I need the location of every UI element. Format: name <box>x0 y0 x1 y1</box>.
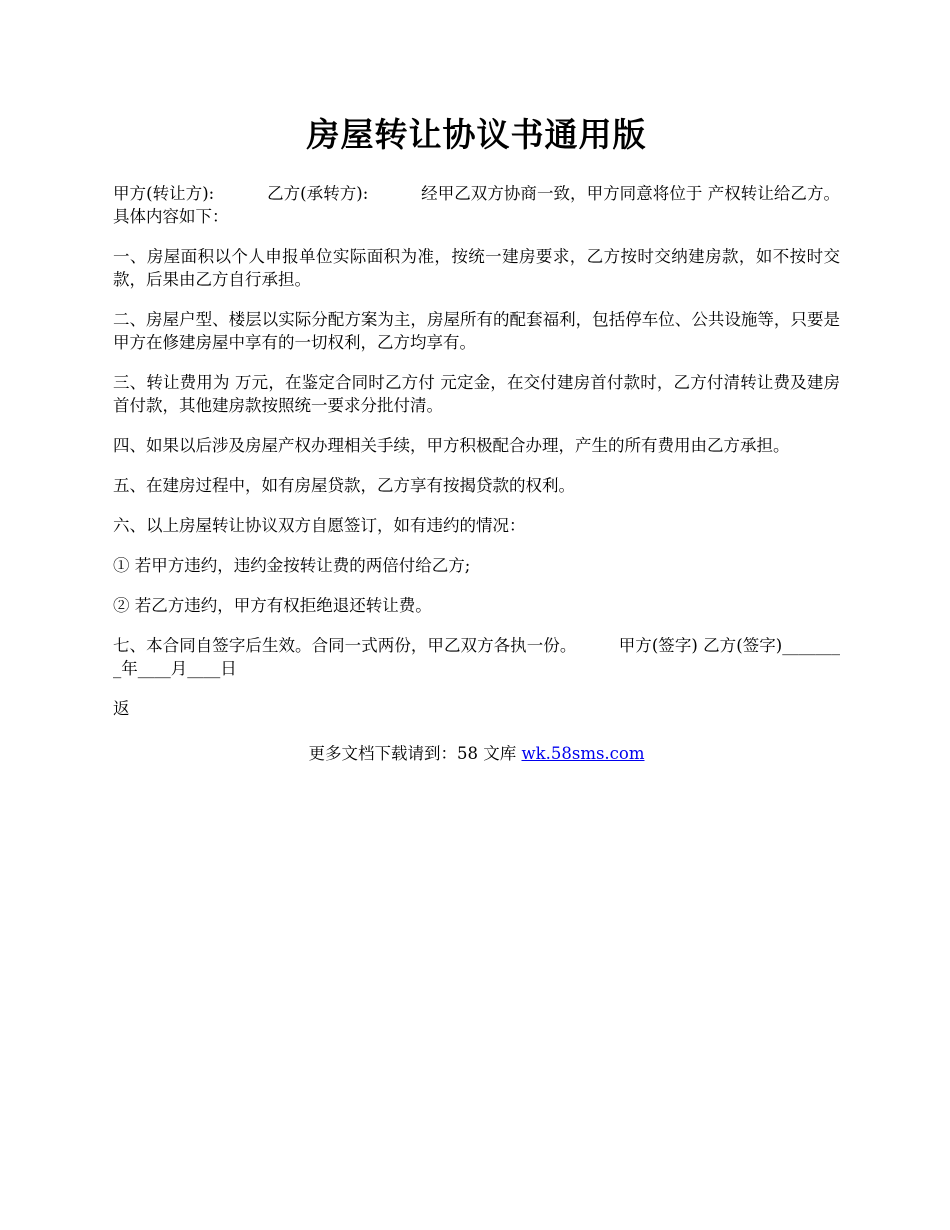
paragraph-clause-1: 一、房屋面积以个人申报单位实际面积为准，按统一建房要求，乙方按时交纳建房款，如不按时交款，后果由乙方自行承担。 <box>113 247 840 289</box>
paragraph-clause-4: 四、如果以后涉及房屋产权办理相关手续，甲方积极配合办理，产生的所有费用由乙方承担。 <box>113 436 790 455</box>
footer-link[interactable]: wk.58sms.com <box>521 744 645 763</box>
paragraph-clause-6: 六、以上房屋转让协议双方自愿签订，如有违约的情况： <box>113 516 526 535</box>
paragraph-clause-2: 二、房屋户型、楼层以实际分配方案为主，房屋所有的配套福利，包括停车位、公共设施等，只要是甲方在修建房屋中享有的一切权利，乙方均享有。 <box>113 310 840 352</box>
document-page <box>113 110 840 765</box>
paragraph-breach-party-a: ① 若甲方违约，违约金按转让费的两倍付给乙方; <box>113 556 471 575</box>
paragraph-clause-5: 五、在建房过程中，如有房屋贷款，乙方享有按揭贷款的权利。 <box>113 476 575 495</box>
paragraph-trailing: 返 <box>113 699 130 718</box>
paragraph-parties: 甲方(转让方): 乙方(承转方): 经甲乙双方协商一致，甲方同意将位于 产权转让给乙方。具体内容如下： <box>113 184 840 226</box>
footer-download-note <box>113 742 840 765</box>
paragraph-breach-party-b: ② 若乙方违约，甲方有权拒绝退还转让费。 <box>113 596 432 615</box>
footer-text: 更多文档下载请到：58 文库 <box>308 744 522 763</box>
paragraph-clause-3: 三、转让费用为 万元，在鉴定合同时乙方付 元定金，在交付建房首付款时，乙方付清转让费及建房首付款，其他建房款按照统一要求分批付清。 <box>113 373 840 415</box>
document-title: 房屋转让协议书通用版 <box>306 115 647 154</box>
paragraph-clause-7-signature: 七、本合同自签字后生效。合同一式两份，甲乙双方各执一份。 甲方(签字) 乙方(签字)________年____月____日 <box>113 636 840 678</box>
